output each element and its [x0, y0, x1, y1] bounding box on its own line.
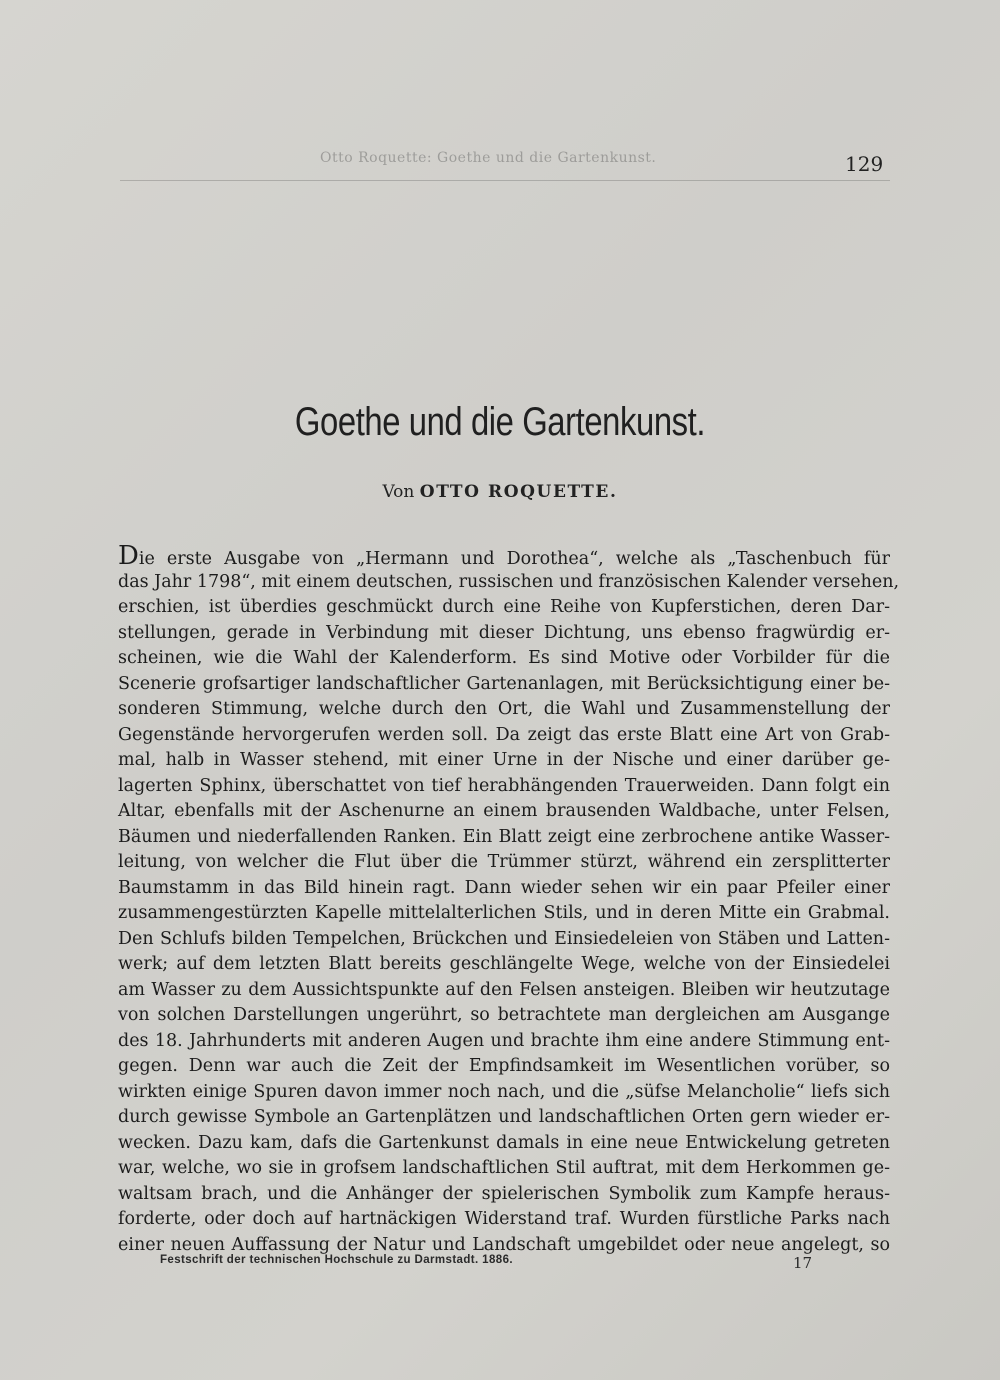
- text-line: mal, halb in Wasser stehend, mit einer Urne in der Nische und einer darüber ge-: [118, 750, 890, 770]
- text-line: das Jahr 1798“, mit einem deutschen, russischen und französischen Kalender versehen,: [118, 571, 900, 592]
- article-title: Goethe und die Gartenkunst.: [294, 400, 706, 444]
- text-line: war, welche, wo sie in grofsem landschaftlichen Stil auftrat, mit dem Herkommen ge-: [118, 1158, 890, 1178]
- text-line: Altar, ebenfalls mit der Aschenurne an einem brausenden Waldbache, unter Felsen,: [118, 801, 890, 821]
- text-line: lagerten Sphinx, überschattet von tief herabhängenden Trauerweiden. Dann folgt ein: [118, 775, 890, 796]
- running-head: Otto Roquette: Goethe und die Gartenkunst.: [320, 150, 657, 166]
- text-line: Scenerie grofsartiger landschaftlicher Gartenanlagen, mit Berücksichtigung einer be-: [118, 673, 890, 694]
- footer-note: Festschrift der technischen Hochschule zu Darmstadt. 1886.: [160, 1254, 513, 1266]
- text-line: einer neuen Auffassung der Natur und Landschaft umgebildet oder neue angelegt, so: [118, 1234, 890, 1255]
- text-line: gegen. Denn war auch die Zeit der Empfindsamkeit im Wesentlichen vorüber, so: [118, 1056, 890, 1076]
- author-name: OTTO ROQUETTE.: [419, 482, 618, 502]
- text-line: Baumstamm in das Bild hinein ragt. Dann wieder sehen wir ein paar Pfeiler einer: [118, 877, 890, 898]
- drop-cap: D: [118, 541, 139, 571]
- text-line: wirkten einige Spuren davon immer noch nach, und die „süfse Melancholie“ liefs sich: [118, 1081, 890, 1102]
- text-line: scheinen, wie die Wahl der Kalenderform. Es sind Motive oder Vorbilder für die: [118, 648, 890, 668]
- text-line: Gegenstände hervorgerufen werden soll. Da zeigt das erste Blatt eine Art von Grab-: [118, 724, 890, 745]
- signature-mark: 17: [793, 1254, 813, 1272]
- text-line: Den Schlufs bilden Tempelchen, Brückchen und Einsiedeleien von Stäben und Latten-: [118, 928, 890, 949]
- text-line: sonderen Stimmung, welche durch den Ort, die Wahl und Zusammenstellung der: [118, 699, 890, 719]
- text-line: stellungen, gerade in Verbindung mit dieser Dichtung, uns ebenso fragwürdig er-: [118, 622, 890, 643]
- header-rule: [120, 180, 890, 182]
- text-line: zusammengestürzten Kapelle mittelalterlichen Stils, und in deren Mitte ein Grabmal.: [118, 903, 890, 923]
- byline-prefix: Von: [382, 482, 415, 502]
- byline: [0, 482, 1000, 502]
- page-number: 129: [845, 152, 884, 176]
- text-line: erschien, ist überdies geschmückt durch eine Reihe von Kupferstichen, deren Dar-: [118, 597, 890, 617]
- text-line: Die erste Ausgabe von „Hermann und Dorothea“, welche als „Taschenbuch für: [118, 541, 890, 571]
- text-line: des 18. Jahrhunderts mit anderen Augen und brachte ihm eine andere Stimmung ent-: [118, 1030, 890, 1051]
- text-line: Bäumen und niederfallenden Ranken. Ein Blatt zeigt eine zerbrochene antike Wasser-: [118, 826, 890, 847]
- text-line: werk; auf dem letzten Blatt bereits geschlängelte Wege, welche von der Einsiedelei: [118, 954, 890, 974]
- text-line: waltsam brach, und die Anhänger der spielerischen Symbolik zum Kampfe heraus-: [118, 1183, 890, 1204]
- text-line: wecken. Dazu kam, dafs die Gartenkunst damals in eine neue Entwickelung getreten: [118, 1132, 890, 1153]
- text-line: von solchen Darstellungen ungerührt, so betrachtete man dergleichen am Ausgange: [118, 1005, 890, 1025]
- text-line: am Wasser zu dem Aussichtspunkte auf den Felsen ansteigen. Bleiben wir heutzutage: [118, 979, 890, 1000]
- text-line: durch gewisse Symbole an Gartenplätzen und landschaftlichen Orten gern wieder er-: [118, 1107, 890, 1127]
- text-line: leitung, von welcher die Flut über die Trümmer stürzt, während ein zersplitterter: [118, 852, 890, 872]
- text-line: forderte, oder doch auf hartnäckigen Widerstand traf. Wurden fürstliche Parks nach: [118, 1209, 890, 1229]
- body-text: [118, 541, 900, 1258]
